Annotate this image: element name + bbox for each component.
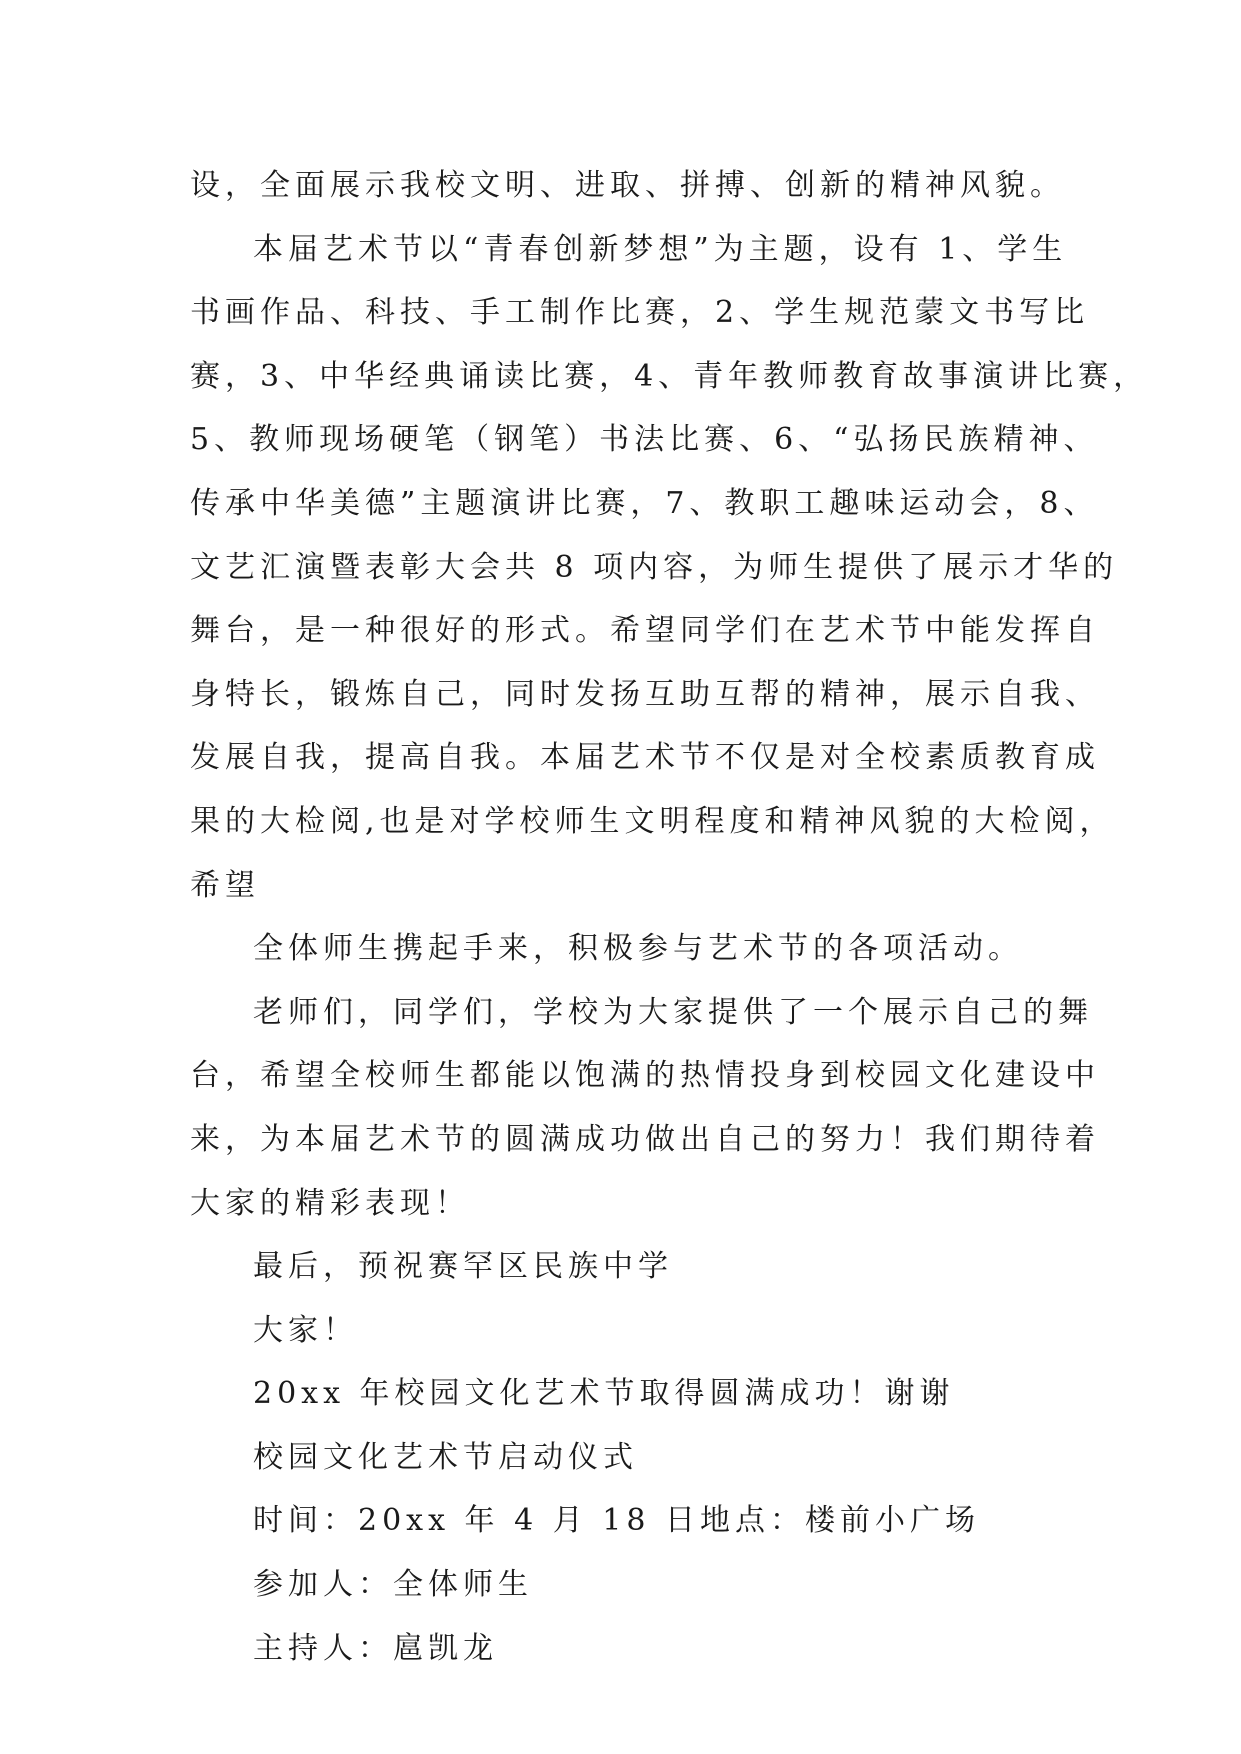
text-line: 希望 — [190, 867, 260, 903]
text-line: 来，为本届艺术节的圆满成功做出自己的努力！我们期待着 — [190, 1121, 1100, 1157]
text-line: 大家的精彩表现！ — [190, 1185, 470, 1221]
text-line: 赛，3、中华经典诵读比赛，4、青年教师教育故事演讲比赛， — [190, 358, 1149, 394]
document-body — [190, 154, 1149, 1680]
text-line: 时间：20xx 年 4 月 18 日地点：楼前小广场 — [253, 1503, 980, 1539]
text-line: 20xx 年校园文化艺术节取得圆满成功！谢谢 — [253, 1376, 955, 1412]
text-line: 身特长，锻炼自己，同时发扬互助互帮的精神，展示自我、 — [190, 676, 1100, 712]
text-line: 5、教师现场硬笔（钢笔）书法比赛、6、“弘扬民族精神、 — [190, 422, 1099, 458]
text-line: 主持人：扈凯龙 — [253, 1630, 498, 1666]
text-line: 果的大检阅,也是对学校师生文明程度和精神风貌的大检阅， — [190, 803, 1115, 839]
text-line: 舞台，是一种很好的形式。希望同学们在艺术节中能发挥自 — [190, 613, 1100, 649]
text-line: 大家！ — [253, 1312, 358, 1348]
text-line: 文艺汇演暨表彰大会共 8 项内容，为师生提供了展示才华的 — [190, 549, 1119, 585]
text-line: 最后，预祝赛罕区民族中学 — [253, 1249, 673, 1285]
text-line: 本届艺术节以“青春创新梦想”为主题，设有 1、学生 — [253, 231, 1068, 267]
text-line: 参加人：全体师生 — [253, 1567, 533, 1603]
text-line: 书画作品、科技、手工制作比赛，2、学生规范蒙文书写比 — [190, 295, 1090, 331]
text-line: 台，希望全校师生都能以饱满的热情投身到校园文化建设中 — [190, 1058, 1100, 1094]
text-line: 校园文化艺术节启动仪式 — [253, 1439, 638, 1475]
text-line: 全体师生携起手来，积极参与艺术节的各项活动。 — [253, 931, 1023, 967]
text-line: 老师们，同学们，学校为大家提供了一个展示自己的舞 — [253, 994, 1093, 1030]
text-line: 发展自我，提高自我。本届艺术节不仅是对全校素质教育成 — [190, 740, 1100, 776]
text-line: 传承中华美德”主题演讲比赛，7、教职工趣味运动会，8、 — [190, 485, 1099, 521]
text-line: 设，全面展示我校文明、进取、拼搏、创新的精神风貌。 — [190, 168, 1065, 203]
